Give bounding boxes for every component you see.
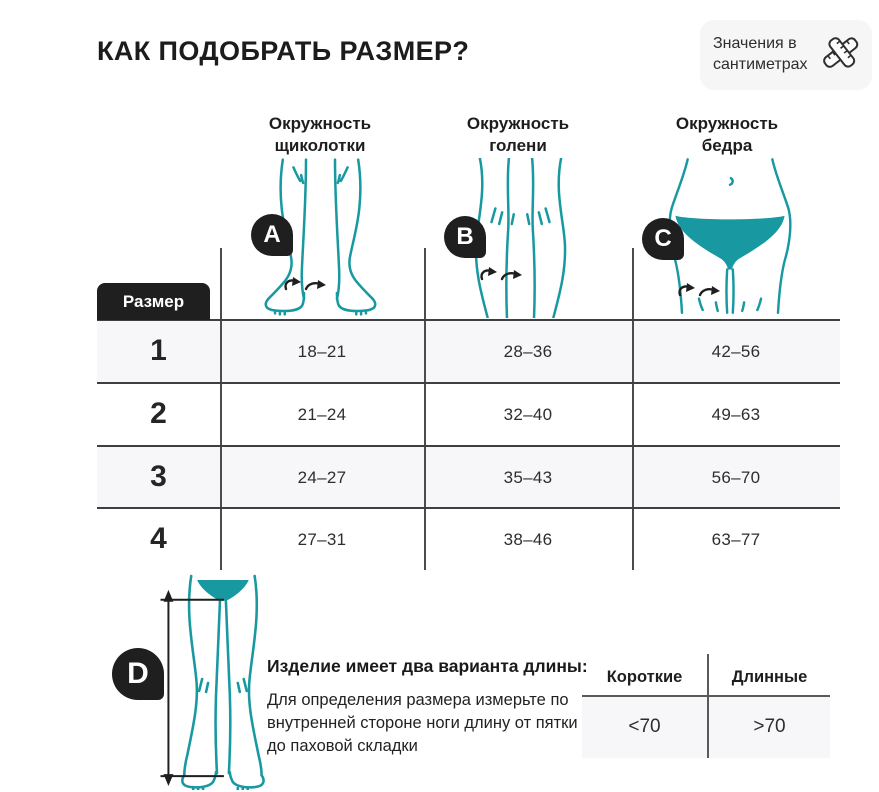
table-row-size: 4 xyxy=(150,522,167,555)
table-cell-ankle: 27–31 xyxy=(297,530,347,549)
column-header-ankle: Окружность щиколотки xyxy=(268,114,372,155)
table-row-size: 2 xyxy=(150,397,167,430)
table-cell-hip: 42–56 xyxy=(711,342,761,361)
table-cell-hip: 63–77 xyxy=(711,530,761,549)
column-header-calf: Окружность голени xyxy=(466,114,570,155)
table-line-row1 xyxy=(97,382,840,384)
table-divider-vertical-3 xyxy=(632,248,634,570)
length-table-value-long: >70 xyxy=(753,716,786,737)
measure-arrow-calf-icon xyxy=(478,266,522,284)
badge-a-letter: A xyxy=(263,221,281,248)
table-cell-ankle: 18–21 xyxy=(297,342,347,361)
length-table-header-short: Короткие xyxy=(606,668,683,686)
table-divider-vertical-1 xyxy=(220,248,222,570)
badge-c xyxy=(642,218,684,260)
table-cell-calf: 32–40 xyxy=(503,405,553,424)
length-variants-heading: Изделие имеет два варианта длины: xyxy=(267,656,588,676)
table-divider-vertical-2 xyxy=(424,248,426,570)
measuring-tape-icon xyxy=(818,30,864,76)
table-cell-calf: 38–46 xyxy=(503,530,553,549)
badge-c-letter: C xyxy=(654,225,672,252)
table-line-row3 xyxy=(97,507,840,509)
table-cell-calf: 35–43 xyxy=(503,468,553,487)
full-legs-illustration xyxy=(150,574,280,790)
badge-d-letter: D xyxy=(127,657,149,690)
table-cell-calf: 28–36 xyxy=(503,342,553,361)
badge-b-letter: B xyxy=(456,223,474,250)
length-table-header-line xyxy=(582,695,830,697)
badge-d xyxy=(112,648,164,700)
column-header-hip: Окружность бедра xyxy=(675,114,779,155)
length-measure-instructions: Для определения размера измерьте по внутренней стороне ноги длину от пятки до паховой складки xyxy=(267,691,578,756)
table-cell-ankle: 24–27 xyxy=(297,468,347,487)
length-table-header-long: Длинные xyxy=(731,668,808,686)
size-column-header: Размер xyxy=(97,283,210,320)
table-cell-hip: 56–70 xyxy=(711,468,761,487)
units-badge xyxy=(700,20,872,90)
table-row-size: 1 xyxy=(150,334,167,367)
page-title: КАК ПОДОБРАТЬ РАЗМЕР? xyxy=(97,36,470,66)
table-row-size: 3 xyxy=(150,460,167,493)
measure-arrow-hip-icon xyxy=(676,282,720,300)
table-line-row2 xyxy=(97,445,840,447)
table-cell-ankle: 21–24 xyxy=(297,405,347,424)
length-table-value-short: <70 xyxy=(628,716,661,737)
badge-b xyxy=(444,216,486,258)
badge-a xyxy=(251,214,293,256)
measure-arrow-ankle-icon xyxy=(282,276,326,294)
table-cell-hip: 49–63 xyxy=(711,405,761,424)
units-badge-label: Значения в сантиметрах xyxy=(713,35,808,74)
